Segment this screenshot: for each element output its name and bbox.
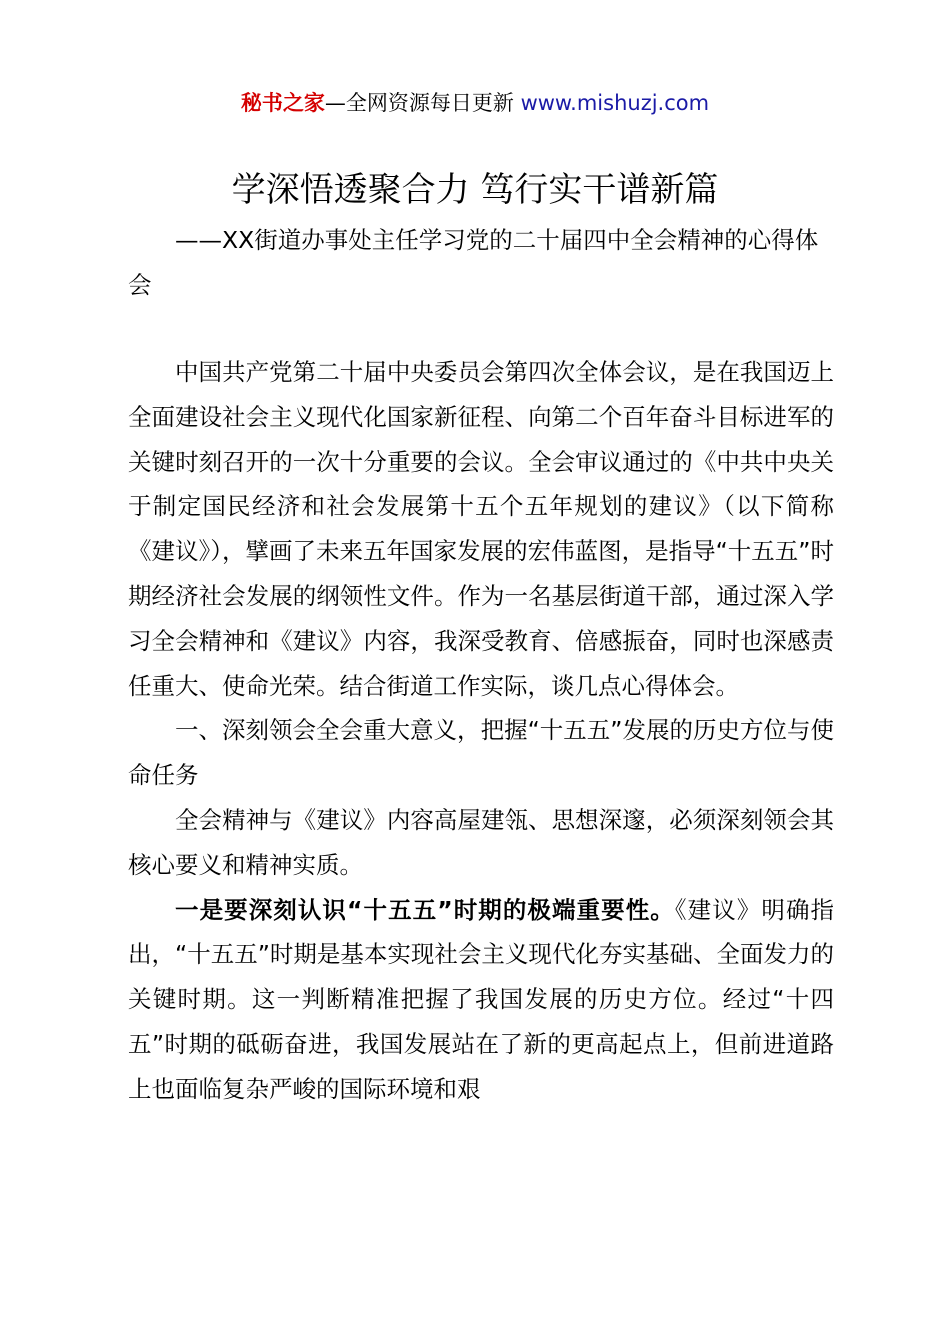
- paragraph-point-1: [128, 888, 834, 1112]
- document-title: 学深悟透聚合力 笃行实干谱新篇: [231, 170, 719, 210]
- site-header: [0, 86, 950, 120]
- site-tagline: —全网资源每日更新: [324, 91, 521, 115]
- site-url-link[interactable]: www.mishuzj.com: [520, 91, 710, 115]
- point-1-text: 《建议》明确指出，“十五五”时期是基本实现社会主义现代化夯实基础、全面发力的关键时期。这一判断精准把握了我国发展的历史方位。经过“十四五”时期的砥砺奋进，我国发展站在了新的更高起点上，但前进道路上也面临复杂严峻的国际环境和艰: [128, 895, 835, 1103]
- paragraph-intro: 中国共产党第二十届中央委员会第四次全体会议，是在我国迈上全面建设社会主义现代化国家新征程、向第二个百年奋斗目标进军的关键时刻召开的一次十分重要的会议。全会审议通过的《中共中央关于制定国民经济和社会发展第十五个五年规划的建议》（以下简称《建议》），擘画了未来五年国家发展的宏伟蓝图，是指导“十五五”时期经济社会发展的纲领性文件。作为一名基层街道干部，通过深入学习全会精神和《建议》内容，我深受教育、倍感振奋，同时也深感责任重大、使命光荣。结合街道工作实际，谈几点心得体会。: [128, 358, 834, 700]
- site-brand: 秘书之家: [240, 91, 325, 115]
- document-body: [128, 350, 834, 1112]
- section-heading-1: 一、深刻领会全会重大意义，把握“十五五”发展的历史方位与使命任务: [128, 716, 834, 790]
- point-1-lead: 一是要深刻认识“十五五”时期的极端重要性。: [175, 895, 675, 924]
- paragraph-section-1-intro: 全会精神与《建议》内容高屋建瓴、思想深邃，必须深刻领会其核心要义和精神实质。: [128, 805, 834, 879]
- document-subtitle: ——XX街道办事处主任学习党的二十届四中全会精神的心得体会: [128, 226, 819, 299]
